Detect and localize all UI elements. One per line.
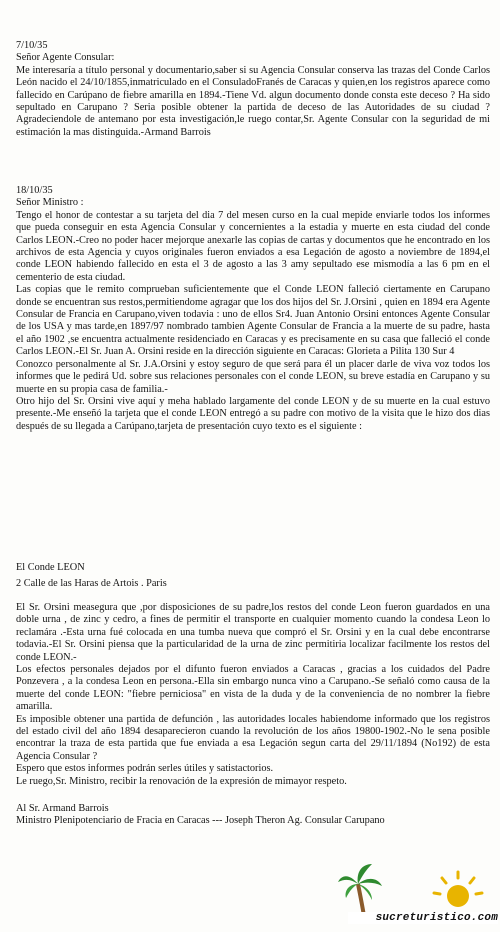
letter-2 <box>16 185 490 433</box>
letter-2-paragraph: Otro hijo del Sr. Orsini vive aquí y meha hablado largamente del conde LEON y de su muerte en la cual estuvo presente.-Me enseñó la tarjeta que el conde LEON entregó a su padre con motivo de la visita que le hizo dos dias después de su llegada a Carúpano,tarjeta de presentación cuyo texto es el siguiente : <box>16 395 490 432</box>
card-address: 2 Calle de las Haras de Artois . Paris <box>16 578 167 590</box>
letter-2-paragraph: El Sr. Orsini measegura que ,por disposiciones de su padre,los restos del conde Leon fueron guardados en una doble urna , de zinc y cedro, a fines de permitir el transporte en cualquier momento cuando la condesa Leon lo reclamára .-Esta urna fué colocada en una tumba nueva que compró el Sr. Orsini y en la cual debe encontrarse todavia.-El Sr. Orsini piensa que la particularidad de la urna de zinc permitiria localizar facilmente los restos del conde LEON.- <box>16 602 490 663</box>
sun-icon <box>434 872 482 907</box>
letter-2-paragraph: Le ruego,Sr. Ministro, recibir la renovación de la expresión de mimayor respeto. <box>16 775 347 787</box>
card-name: El Conde LEON <box>16 562 85 573</box>
signature-block <box>16 803 490 828</box>
letter-1-date: 7/10/35 <box>16 40 48 51</box>
palm-tree-icon <box>338 864 382 916</box>
letter-2-date: 18/10/35 <box>16 185 53 196</box>
letter-2-paragraph: Es imposible obtener una partida de defunción , las autoridades locales habiendome informado que los registros del estado civil del año 1894 desaparecieron cuando la revolución de los años 19800-1902.-No le sena posible encontrar la traza de esta partida que fue enviada a esa Legación segun carta del 29/11/1894 (No192) de esta Agencia Consular ? <box>16 713 490 762</box>
letter-1-body: Me interesaría a título personal y documentario,saber si su Agencia Consular conserva las trazas del Conde Carlos León nacido el 24/10/1855,inmatriculado en el ConsuladoFranés de Caracas y quien,en los registros aparece como fallecido en Carúpano de fiebre amarilla en 1894.-Tiene Vd. algun documento donde consta este deceso ? Ha sido sepultado en Carupano ? Seria posible obtener la partida de deceso de las Autoridades de su ciudad ?Agradeciendole de antemano por esta investigación,le ruego contar,Sr. Agente Consular con la seguridad de mi estimación la mas distinguida.-Armand Barrois <box>16 64 490 138</box>
letter-2-paragraph: Los efectos personales dejados por el difunto fueron enviados a Caracas , gracias a los cuidados del Padre Ponzevera , a la condesa Leon en persona.-Ella sin embargo nunca vino a Carupano.-Se señaló como causa de la muerte del conde LEON: "fiebre perniciosa" en vista de la duda y de la conveniencia de no nombrer la fiebre amarilla. <box>16 664 490 713</box>
letter-2-paragraph: Tengo el honor de contestar a su tarjeta del dia 7 del mesen curso en la cual mepide enviarle todos los informes que pueda conseguir en esta Agencia Consular y concernientes a la estadia y muerte en esta ciudad del conde Carlos LEON.-Creo no poder hacer mejorque anexarle las copias de cartas y documentos que he encontrado en los archivos de esta Agencia y cuyos originales fueron enviados a esa Legación de agosto a noviembre de 1894,el conde LEON habiendo fallecido en esta el 3 de agosto a las 3 amy sepultado ese mismodía a las 6 pm en el cementerio de esta ciudad. <box>16 209 490 283</box>
letter-2-salutation: Señor Ministro : <box>16 197 84 209</box>
letter-2-paragraph: Conozco personalmente al Sr. J.A.Orsini y estoy seguro de que será para él un placer darle de viva voz todos los informes que le pedirá Ud. sobre sus relaciones personales con el conde LEON, su breve estadía en Carupano y su muerte en su propia casa de familia.- <box>16 358 490 395</box>
letter-1-salutation: Señor Agente Consular: <box>16 52 115 64</box>
addressee-name: Al Sr. Armand Barrois <box>16 803 109 814</box>
addressee-title: Ministro Plenipotenciario de Fracia en Caracas --- Joseph Theron Ag. Consular Carupano <box>16 815 385 827</box>
letter-2-paragraph: Espero que estos informes podrán serles útiles y satistactorios. <box>16 763 274 775</box>
calling-card <box>16 562 490 591</box>
letter-2-continuation <box>16 602 490 788</box>
logo-text: sucreturistico.com <box>348 912 498 924</box>
letter-2-paragraph: Las copias que le remito comprueban suficientemente que el Conde LEON falleció ciertamente en Carupano donde se encuentran sus restos,permitiendome agragar que los dos hijos del Sr. J.Orsini , quien en 1894 era Agente Consular de Francia en Carupano,viven todavia : uno de ellos Sr4. Juan Antonio Orsini entonces Agente Consular de los USA y mas tarde,en 1897/97 nombrado tambien Agente Consular de Francia a la muerte de su padre, hasta el año 1902 ,se encuentra actualmente residenciado en Caracas y es precisamente en su casa que falleció el conde Carlos LEON.-El Sr. Juan A. Orsini reside en la dirección siguiente en Caracas: Glorieta a Pilita 130 Sur 4 <box>16 284 490 358</box>
letter-1 <box>16 40 490 139</box>
